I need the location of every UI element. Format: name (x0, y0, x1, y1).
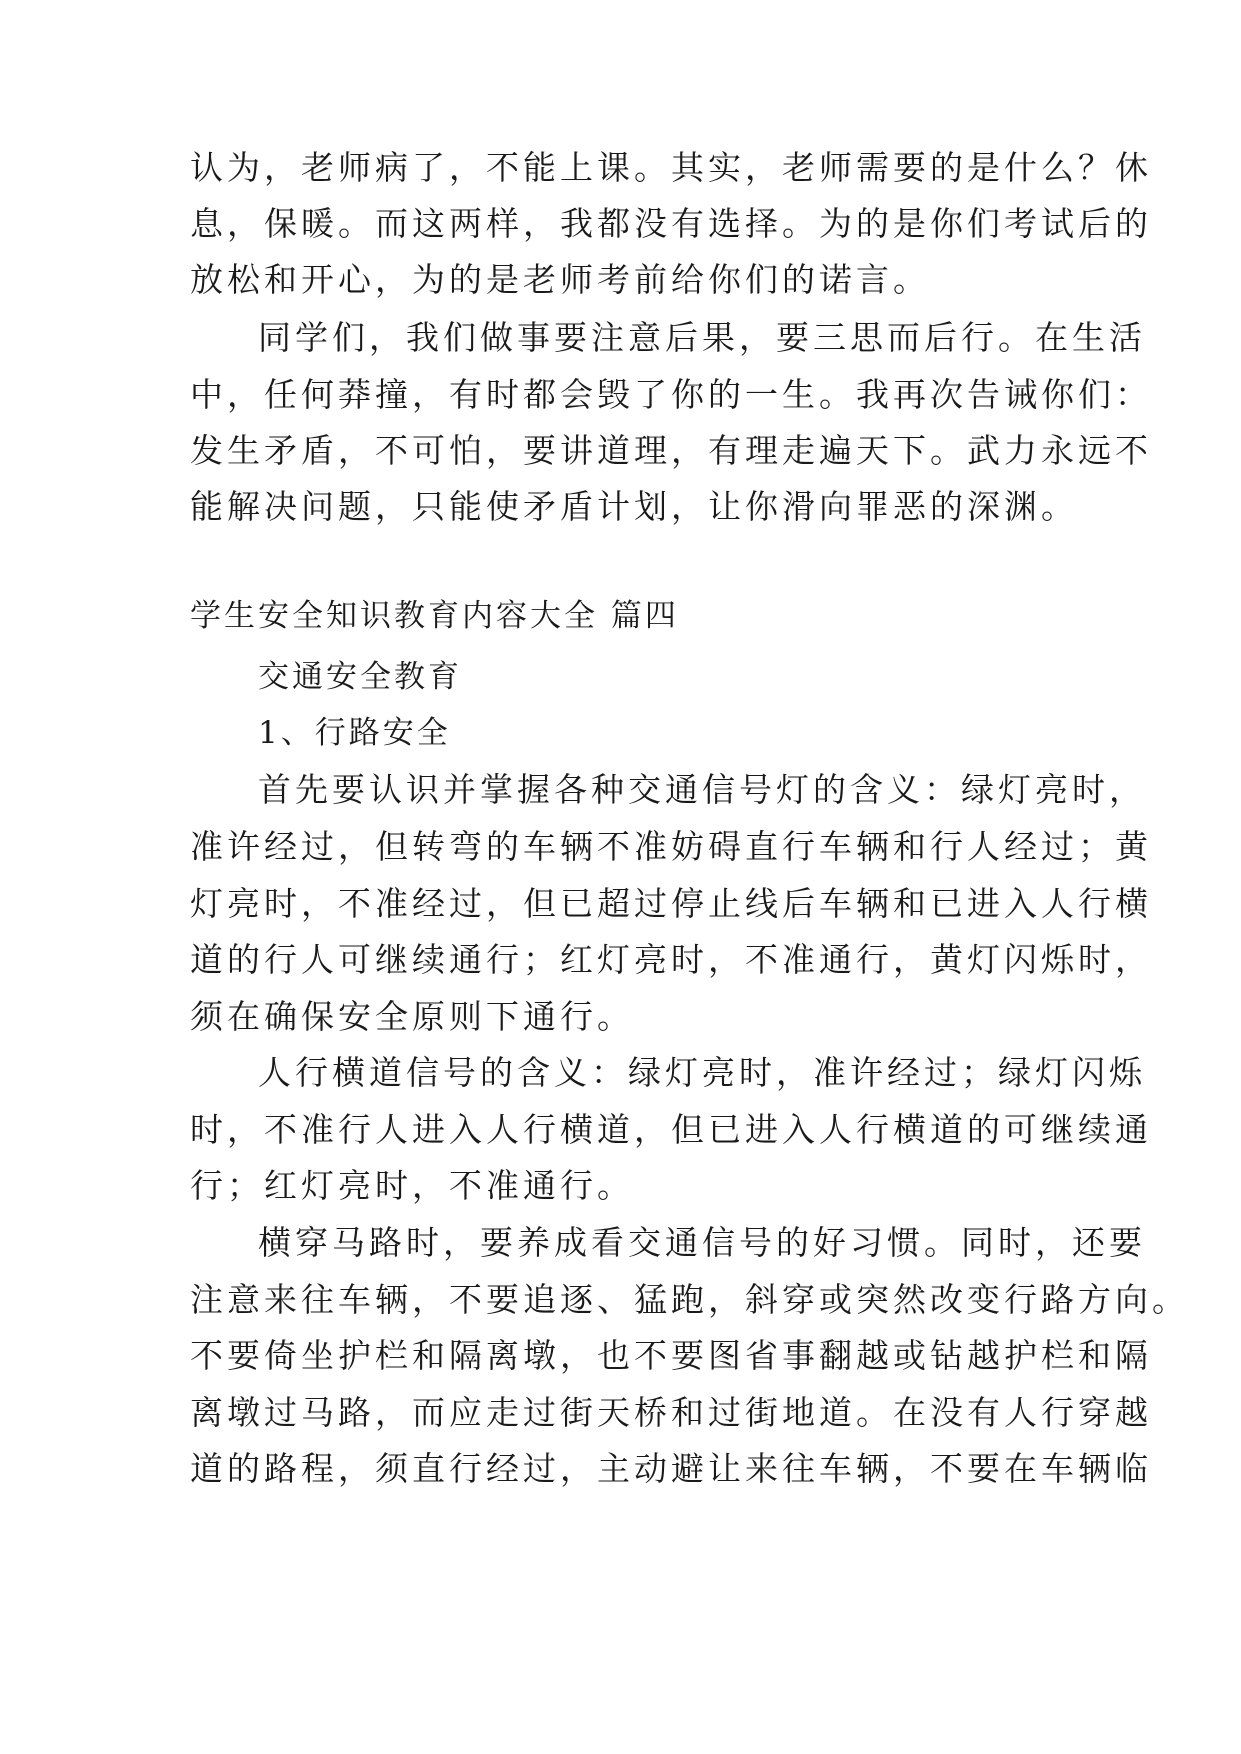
text-line: 息，保暖。而这两样，我都没有选择。为的是你们考试后的 (190, 204, 1152, 243)
text-line: 道的路程，须直行经过，主动避让来往车辆，不要在车辆临 (190, 1449, 1152, 1488)
text-line: 道的行人可继续通行；红灯亮时，不准通行，黄灯闪烁时， (190, 940, 1152, 979)
text-line: 首先要认识并掌握各种交通信号灯的含义：绿灯亮时， (258, 770, 1146, 809)
text-line: 须在确保安全原则下通行。 (190, 997, 634, 1036)
text-line: 横穿马路时，要养成看交通信号的好习惯。同时，还要 (258, 1223, 1146, 1262)
text-line: 行；红灯亮时，不准通行。 (190, 1166, 634, 1205)
subheading: 交通安全教育 (258, 659, 462, 695)
text-line: 同学们，我们做事要注意后果，要三思而后行。在生活 (258, 318, 1146, 357)
text-line: 中，任何莽撞，有时都会毁了你的一生。我再次告诫你们： (190, 375, 1152, 414)
text-line: 注意来往车辆，不要追逐、猛跑，斜穿或突然改变行路方向。 (190, 1280, 1189, 1319)
text-line: 不要倚坐护栏和隔离墩，也不要图省事翻越或钻越护栏和隔 (190, 1336, 1152, 1375)
text-line: 灯亮时，不准经过，但已超过停止线后车辆和已进入人行横 (190, 884, 1152, 923)
text-line: 准许经过，但转弯的车辆不准妨碍直行车辆和行人经过；黄 (190, 827, 1152, 866)
text-line: 离墩过马路，而应走过街天桥和过街地道。在没有人行穿越 (190, 1393, 1152, 1432)
text-line: 发生矛盾，不可怕，要讲道理，有理走遍天下。武力永远不 (190, 431, 1152, 470)
text-line: 放松和开心，为的是老师考前给你们的诺言。 (190, 260, 930, 299)
item-heading: 1、行路安全 (258, 715, 451, 751)
text-line: 认为，老师病了，不能上课。其实，老师需要的是什么？休 (190, 148, 1152, 187)
section-heading: 学生安全知识教育内容大全 篇四 (190, 598, 679, 634)
text-line: 人行横道信号的含义：绿灯亮时，准许经过；绿灯闪烁 (258, 1053, 1146, 1092)
text-line: 时，不准行人进入人行横道，但已进入人行横道的可继续通 (190, 1110, 1152, 1149)
text-line: 能解决问题，只能使矛盾计划，让你滑向罪恶的深渊。 (190, 487, 1078, 526)
